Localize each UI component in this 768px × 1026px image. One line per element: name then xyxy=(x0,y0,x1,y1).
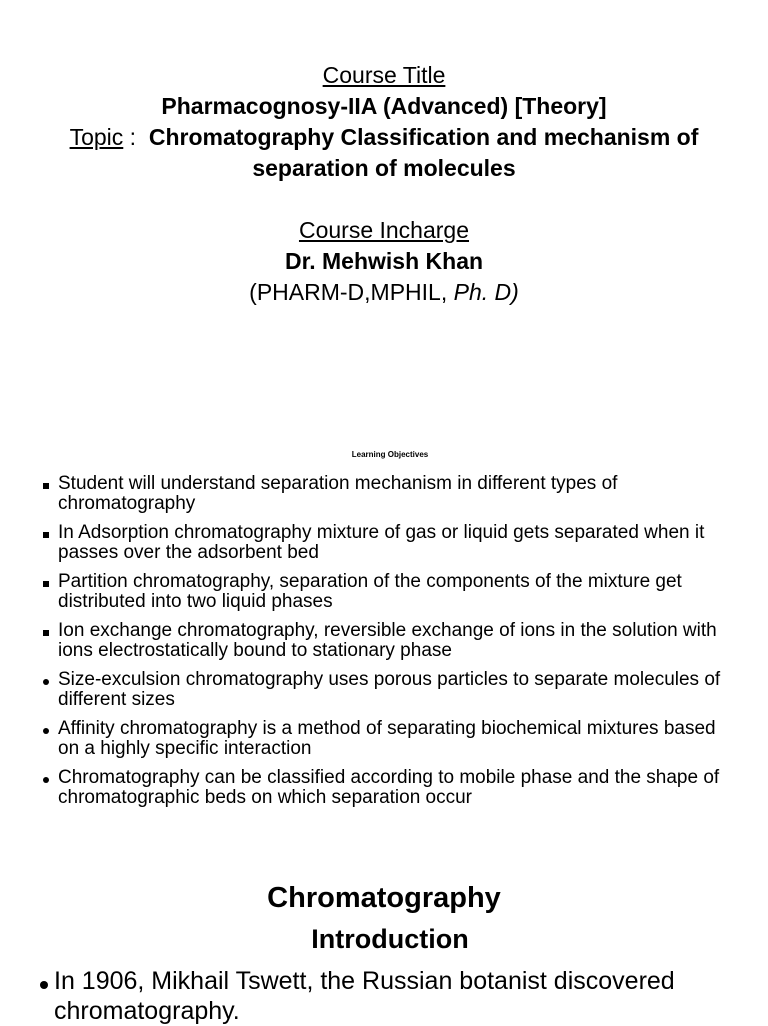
list-item xyxy=(0,966,768,1026)
topic-text-line1: Chromatography Classification and mechanism of xyxy=(148,124,699,150)
degrees-italic-text: Ph. D) xyxy=(453,279,519,305)
objectives-list xyxy=(0,474,768,817)
square-bullet-icon xyxy=(43,523,55,543)
topic-separator: : xyxy=(123,124,149,150)
learning-objectives-heading: Learning Objectives xyxy=(351,450,429,459)
dot-bullet-icon xyxy=(43,670,55,690)
objective-text: Size-exculsion chromatography uses porous particles to separate molecules of different sizes xyxy=(58,669,721,710)
topic-text-line2: separation of molecules xyxy=(252,155,516,181)
topic-label: Topic xyxy=(69,124,124,150)
list-item xyxy=(0,523,768,563)
objective-text: Partition chromatography, separation of the components of the mixture get distributed into two liquid phases xyxy=(58,571,682,612)
objective-text: Ion exchange chromatography, reversible exchange of ions in the solution with ions electrostatically bound to stationary phase xyxy=(58,620,717,661)
list-item xyxy=(0,474,768,514)
slide-title: Chromatography xyxy=(267,882,501,914)
dot-bullet-icon xyxy=(43,768,55,788)
instructor-degrees xyxy=(0,277,768,308)
objective-text: In Adsorption chromatography mixture of gas or liquid gets separated when it passes over the adsorbent bed xyxy=(58,522,705,563)
topic-line xyxy=(0,122,768,153)
list-item xyxy=(0,572,768,612)
objective-text: Student will understand separation mechanism in different types of chromatography xyxy=(58,473,618,514)
course-title-label: Course Title xyxy=(322,62,446,88)
list-item xyxy=(0,621,768,661)
square-bullet-icon xyxy=(43,621,55,641)
square-bullet-icon xyxy=(43,572,55,592)
incharge-label: Course Incharge xyxy=(298,217,470,243)
dot-bullet-icon xyxy=(43,719,55,739)
list-item xyxy=(0,719,768,759)
square-bullet-icon xyxy=(43,474,55,494)
intro-list xyxy=(0,966,768,1026)
slide-subtitle: Introduction xyxy=(311,924,469,954)
dot-bullet-icon xyxy=(40,966,48,996)
degrees-text: (PHARM-D,MPHIL, xyxy=(249,279,454,305)
list-item xyxy=(0,768,768,808)
objective-text: Affinity chromatography is a method of separating biochemical mixtures based on a highly specific interaction xyxy=(58,718,716,759)
objective-text: Chromatography can be classified according to mobile phase and the shape of chromatographic beds on which separation occur xyxy=(58,767,720,808)
instructor-name: Dr. Mehwish Khan xyxy=(284,248,484,274)
list-item xyxy=(0,670,768,710)
intro-point-text: In 1906, Mikhail Tswett, the Russian botanist discovered chromatography. xyxy=(54,967,675,1025)
course-name: Pharmacognosy-IIA (Advanced) [Theory] xyxy=(161,93,607,119)
title-slide xyxy=(0,60,768,308)
